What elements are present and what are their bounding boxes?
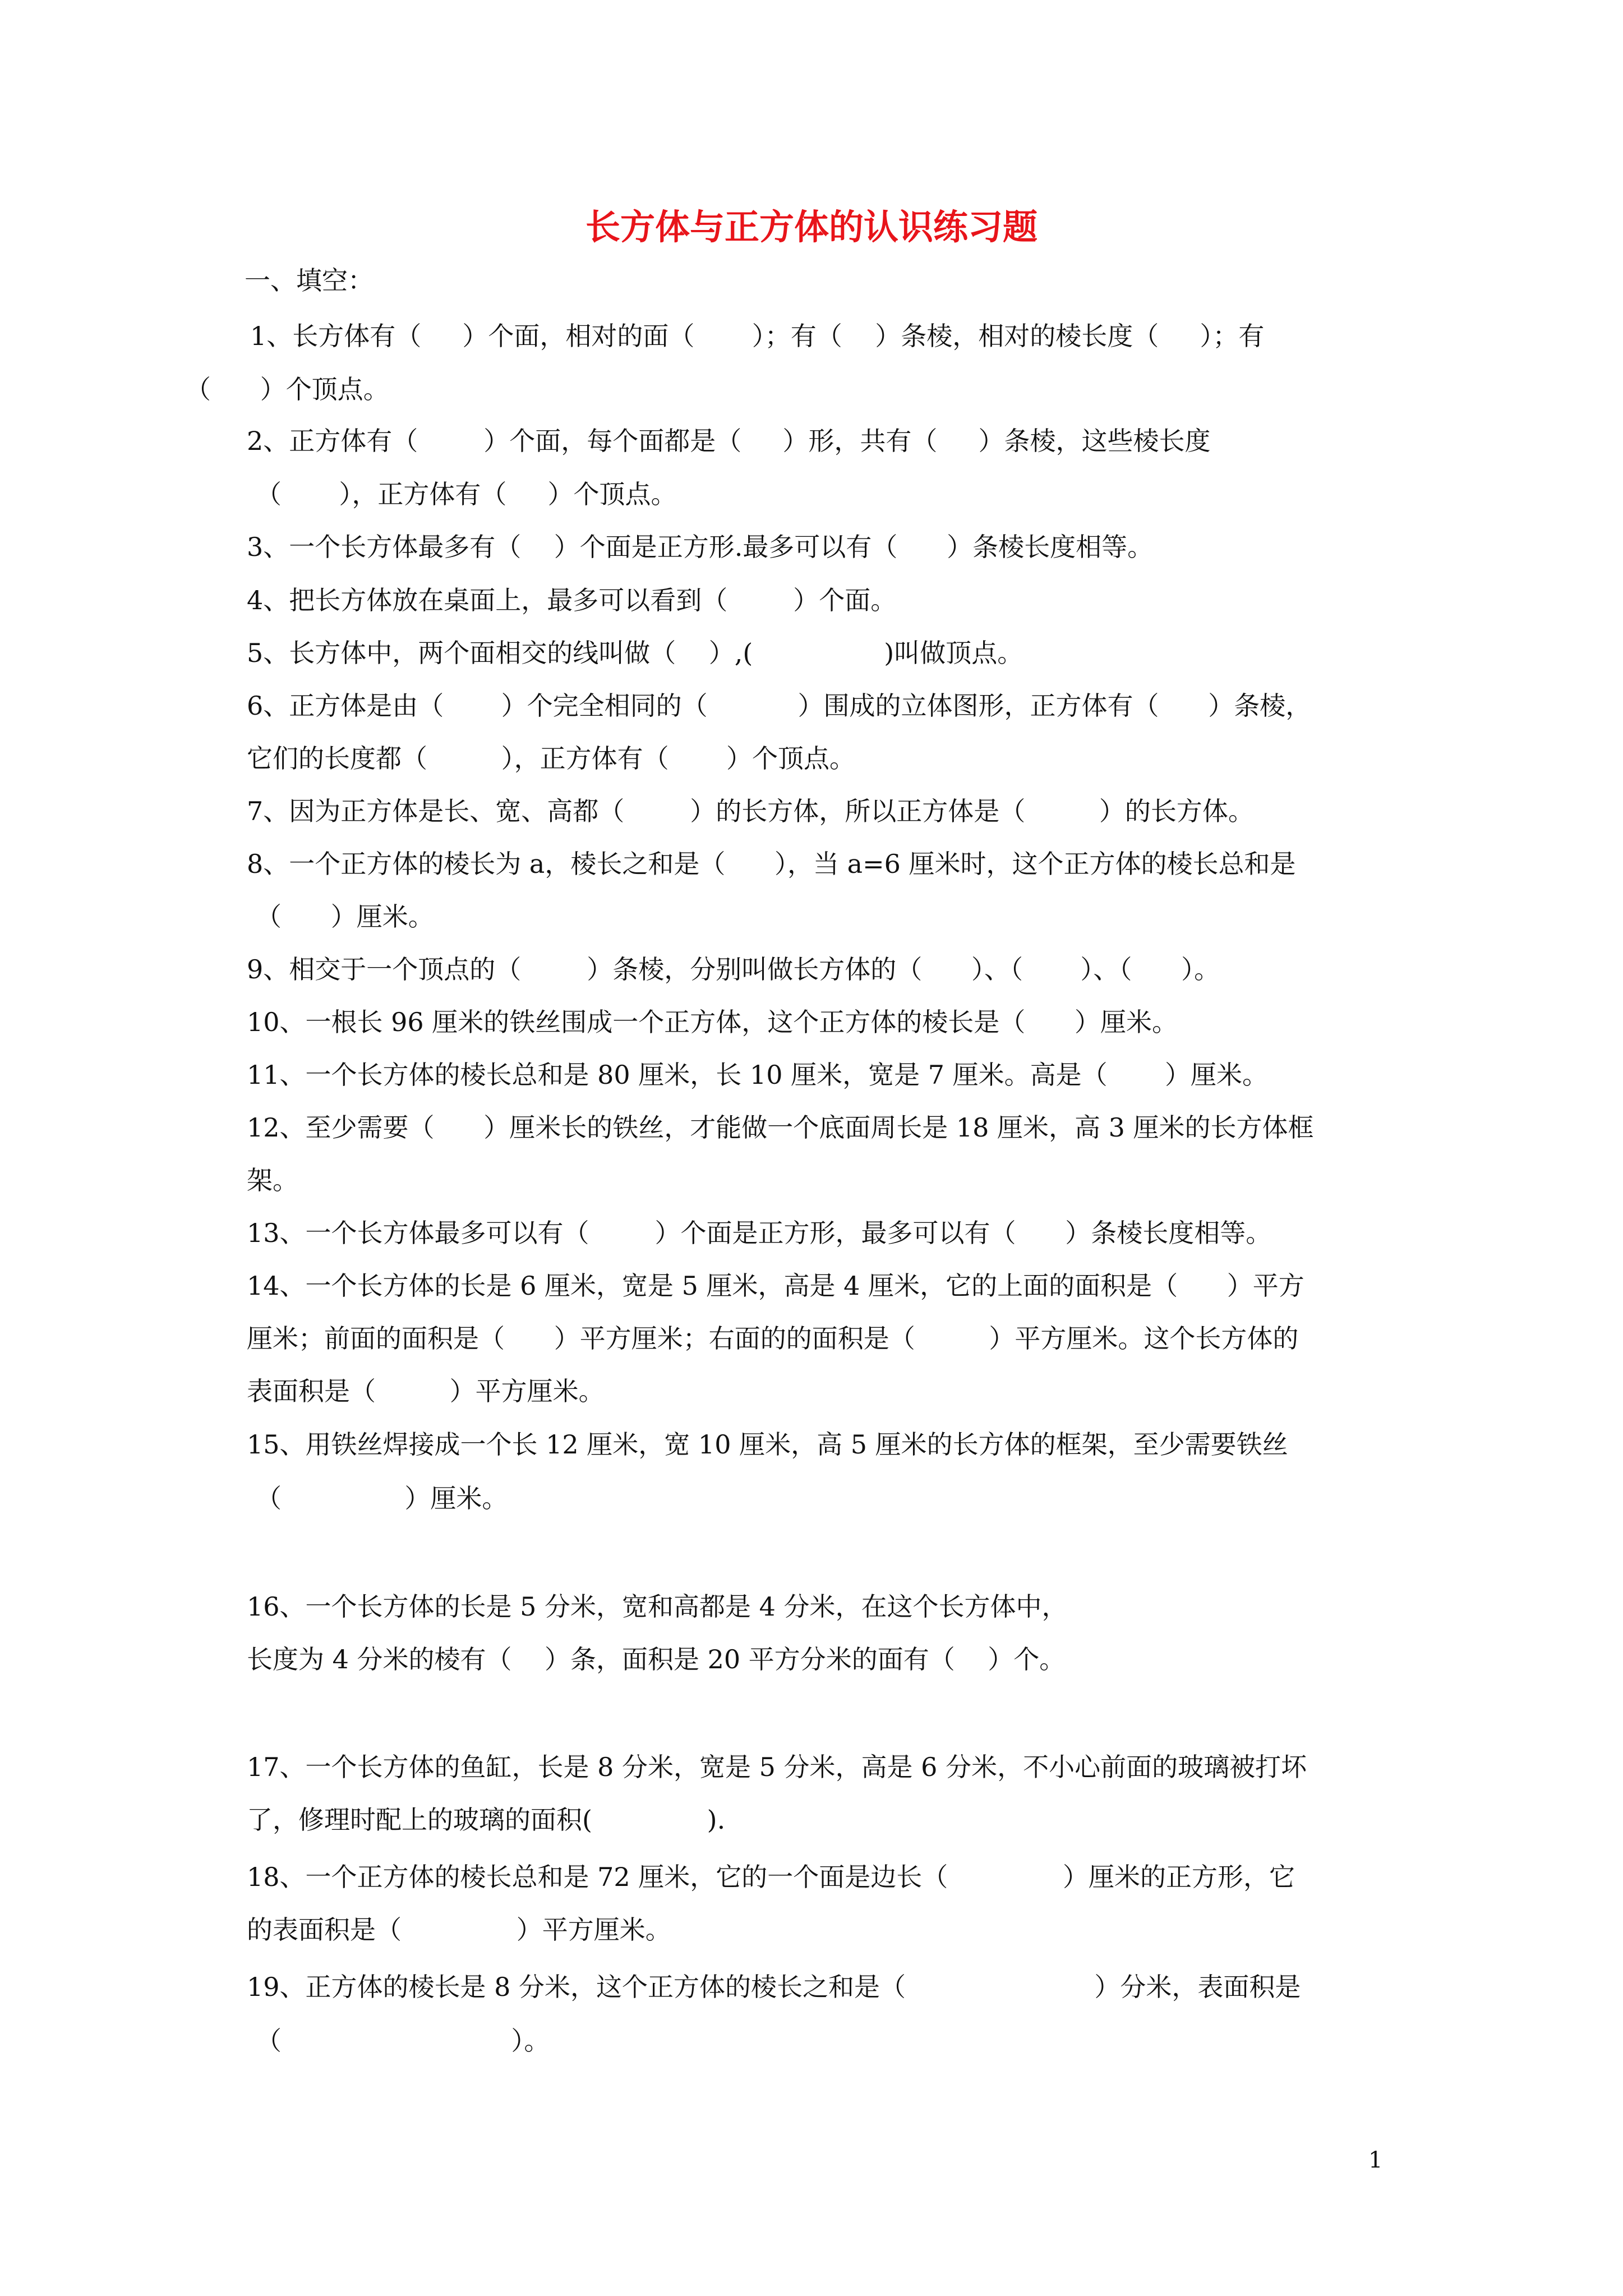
question-line: 表面积是（ ）平方厘米。 bbox=[247, 1376, 605, 1406]
section-heading: 一、填空： bbox=[245, 265, 374, 296]
question-line: （ ）。 bbox=[256, 2026, 550, 2056]
question-line: 5、长方体中，两个面相交的线叫做（ ）,( )叫做顶点。 bbox=[247, 638, 1023, 668]
page-title: 长方体与正方体的认识练习题 bbox=[585, 206, 1038, 247]
question-line: 10、一根长 96 厘米的铁丝围成一个正方体，这个正方体的棱长是（ ）厘米。 bbox=[247, 1007, 1178, 1037]
question-line: 7、因为正方体是长、宽、高都（ ）的长方体，所以正方体是（ ）的长方体。 bbox=[247, 796, 1254, 826]
question-line: 8、一个正方体的棱长为 a，棱长之和是（ ），当 a=6 厘米时，这个正方体的棱长总和是 bbox=[247, 849, 1296, 879]
question-line: （ ）个顶点。 bbox=[185, 374, 389, 404]
question-line: （ ）厘米。 bbox=[256, 1483, 508, 1513]
question-line: 17、一个长方体的鱼缸，长是 8 分米，宽是 5 分米，高是 6 分米，不小心前面的玻璃被打坏 bbox=[247, 1752, 1307, 1782]
question-line: 厘米；前面的面积是（ ）平方厘米；右面的的面积是（ ）平方厘米。这个长方体的 bbox=[247, 1323, 1299, 1354]
question-line: 12、至少需要（ ）厘米长的铁丝，才能做一个底面周长是 18 厘米，高 3 厘米的长方体框 bbox=[247, 1112, 1314, 1143]
question-line: 6、正方体是由（ ）个完全相同的（ ）围成的立体图形，正方体有（ ）条棱， bbox=[247, 691, 1312, 721]
question-line: （ ）厘米。 bbox=[256, 901, 434, 932]
question-line: 3、一个长方体最多有（ ）个面是正方形.最多可以有（ ）条棱长度相等。 bbox=[247, 532, 1154, 562]
page-number: 1 bbox=[1368, 2147, 1383, 2173]
question-line: 16、一个长方体的长是 5 分米，宽和高都是 4 分米，在这个长方体中， bbox=[247, 1591, 1068, 1622]
question-line: 11、一个长方体的棱长总和是 80 厘米，长 10 厘米，宽是 7 厘米。高是（ ）厘米。 bbox=[247, 1060, 1268, 1090]
question-line: 了，修理时配上的玻璃的面积( ). bbox=[247, 1805, 726, 1835]
question-line: 15、用铁丝焊接成一个长 12 厘米，宽 10 厘米，高 5 厘米的长方体的框架，至少需要铁丝 bbox=[247, 1429, 1288, 1460]
question-line: 9、相交于一个顶点的（ ）条棱，分别叫做长方体的（ ）、（ ）、（ ）。 bbox=[247, 954, 1220, 984]
question-line: 的表面积是（ ）平方厘米。 bbox=[247, 1915, 671, 1945]
question-line: 19、正方体的棱长是 8 分米，这个正方体的棱长之和是（ ）分米，表面积是 bbox=[247, 1972, 1301, 2002]
question-line: 13、一个长方体最多可以有（ ）个面是正方形，最多可以有（ ）条棱长度相等。 bbox=[247, 1218, 1272, 1248]
question-line: 它们的长度都（ ），正方体有（ ）个顶点。 bbox=[247, 743, 855, 774]
question-line: 1、长方体有（ ）个面，相对的面（ ）；有（ ）条棱，相对的棱长度（ ）；有 bbox=[250, 321, 1265, 351]
question-line: 架。 bbox=[247, 1165, 298, 1195]
question-line: 18、一个正方体的棱长总和是 72 厘米，它的一个面是边长（ ）厘米的正方形，它 bbox=[247, 1862, 1295, 1892]
question-line: 4、把长方体放在桌面上，最多可以看到（ ）个面。 bbox=[247, 585, 897, 615]
question-line: 14、一个长方体的长是 6 厘米，宽是 5 厘米，高是 4 厘米，它的上面的面积是（ ）平方 bbox=[247, 1271, 1304, 1301]
question-line: 2、正方体有（ ）个面，每个面都是（ ）形，共有（ ）条棱，这些棱长度 bbox=[247, 426, 1211, 456]
question-line: 长度为 4 分米的棱有（ ）条，面积是 20 平方分米的面有（ ）个。 bbox=[247, 1644, 1066, 1674]
question-line: （ ），正方体有（ ）个顶点。 bbox=[256, 479, 677, 509]
